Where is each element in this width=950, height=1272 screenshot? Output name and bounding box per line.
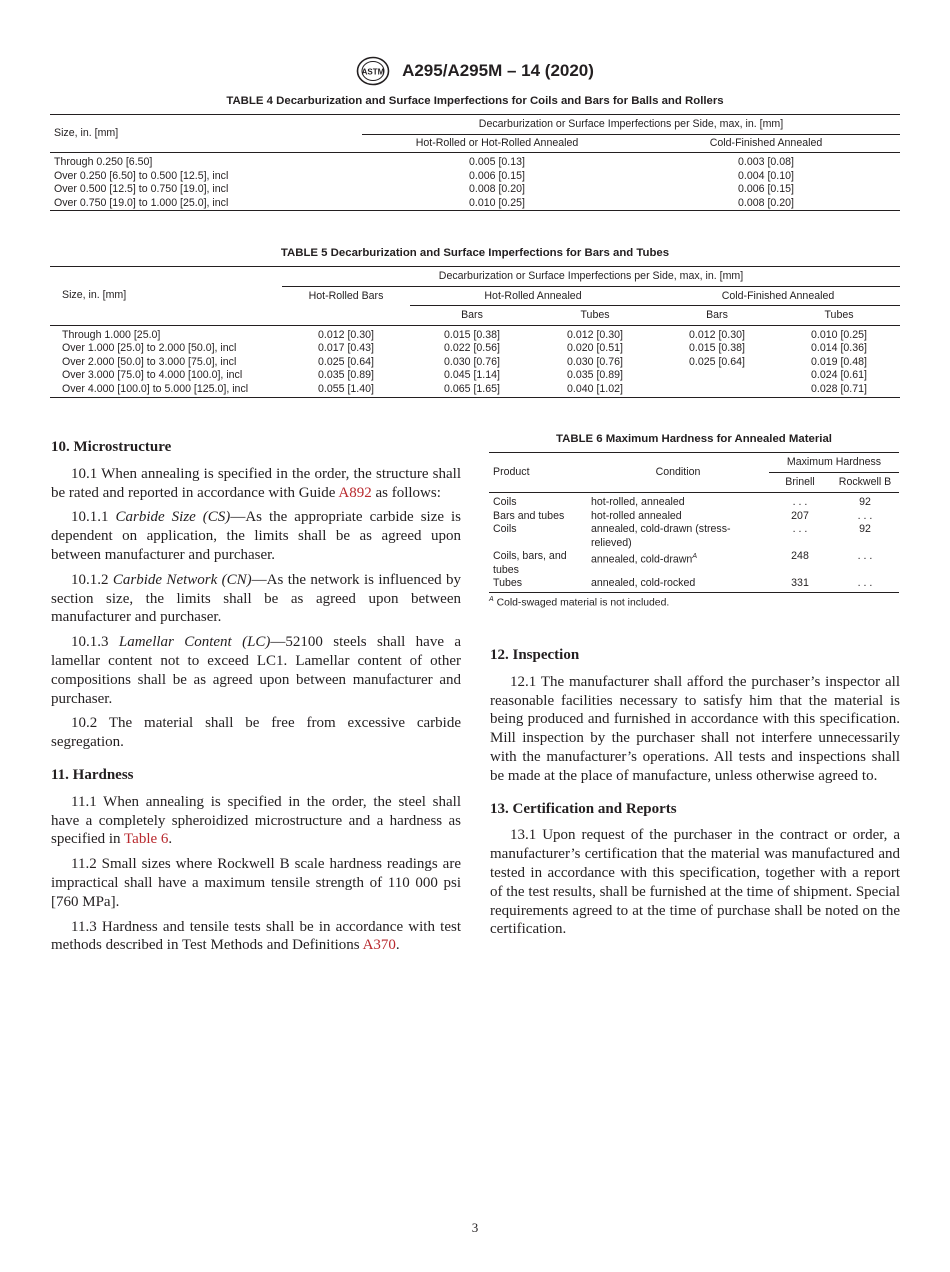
table5-hra-bars: 0.015 [0.38] xyxy=(444,328,500,341)
table6-rockwell: 92 xyxy=(859,523,871,535)
table4-hot: 0.010 [0.25] xyxy=(362,197,632,211)
paragraph-10-2: 10.2 The material shall be free from excessive carbide segregation. xyxy=(51,715,461,751)
table5-cfa-bars xyxy=(656,383,778,398)
table6 xyxy=(489,452,899,593)
table5-cfa-bars xyxy=(656,369,778,383)
table5-hra-tubes-header: Tubes xyxy=(534,306,656,326)
paragraph-12-1: 12.1 The manufacturer shall afford the purchaser’s inspector all reasonable facilities necessary to satisfy him that the material is being produced and furnished in accordance with this specification. Mill inspection by the purchaser shall not interfere unnecessarily with the manufacturer’s operations. All tests and inspections shall be made at the place of manufacture, unless otherwise agreed to. xyxy=(490,673,900,784)
section-heading-inspection: 12. Inspection xyxy=(490,647,580,663)
standard-designation: A295/A295M – 14 (2020) xyxy=(402,61,594,80)
table-row xyxy=(50,342,900,356)
table6-condition-header: Condition xyxy=(587,453,769,493)
table5-caption: TABLE 5 Decarburization and Surface Imperfections for Bars and Tubes xyxy=(280,247,670,259)
table6-rockwell: . . . xyxy=(831,577,899,592)
table5-cfa-header: Cold-Finished Annealed xyxy=(656,286,900,306)
table5-hrb: 0.055 [1.40] xyxy=(282,383,410,398)
table-row xyxy=(489,523,899,550)
table5-hra-bars: 0.045 [1.14] xyxy=(444,369,500,381)
table6-brinell: 207 xyxy=(791,509,809,522)
table5-hra-bars-header: Bars xyxy=(410,306,534,326)
table6-brinell: 248 xyxy=(791,550,809,562)
paragraph-10-1-3: 10.1.3 Lamellar Content (LC)—52100 steels shall have a lamellar content not to exceed LC1. Lamellar content of other compositions shall be as agreed upon between manufacturer and purchaser. xyxy=(51,634,461,707)
paragraph-13-1: 13.1 Upon request of the purchaser in the contract or order, a manufacturer’s certification that the material was manufactured and tested in accordance with this specification, together with a report of the test results, shall be furnished at the time of shipment. Special requirements agreed to at the time of purchase shall be noted on the certification. xyxy=(490,827,900,938)
footnote-mark: A xyxy=(692,553,697,560)
table5-group-header: Decarburization or Surface Imperfections per Side, max, in. [mm] xyxy=(282,267,900,287)
table5-hrb: 0.017 [0.43] xyxy=(318,342,374,354)
table-row xyxy=(489,550,899,577)
table5-cfa-bars: 0.015 [0.38] xyxy=(689,342,745,354)
table6-product-header: Product xyxy=(489,453,587,493)
paragraph-10-1-1: 10.1.1 Carbide Size (CS)—As the appropriate carbide size is dependent on application, the limits shall be as agreed upon between manufacturer and purchaser. xyxy=(51,509,462,563)
section-heading-hardness: 11. Hardness xyxy=(51,766,134,783)
table-row xyxy=(50,183,900,197)
table4-hot: 0.005 [0.13] xyxy=(469,156,525,168)
table5-cfa-bars: 0.012 [0.30] xyxy=(689,328,745,341)
table-row xyxy=(50,153,900,170)
table5-cfa-tubes-header: Tubes xyxy=(778,306,900,326)
table5-cfa-tubes: 0.010 [0.25] xyxy=(811,328,867,341)
table6-product: Bars and tubes xyxy=(493,509,565,522)
table6-product: Coils xyxy=(493,496,517,508)
table6-condition: annealed, cold-drawn (stress-relieved) xyxy=(591,523,731,549)
table4-hot: 0.008 [0.20] xyxy=(469,183,525,195)
table4-cold: 0.008 [0.20] xyxy=(632,197,900,211)
section-heading-microstructure: 10. Microstructure xyxy=(51,439,172,455)
table5-size: Over 3.000 [75.0] to 4.000 [100.0], incl xyxy=(62,369,243,381)
paragraph-11-2: 11.2 Small sizes where Rockwell B scale hardness readings are impractical shall have a maximum tensile strength of 110 000 psi [760 MPa]. xyxy=(51,856,461,910)
link-a892[interactable]: A892 xyxy=(338,484,372,501)
table4-size-header: Size, in. [mm] xyxy=(50,115,362,153)
table4-hot: 0.006 [0.15] xyxy=(469,169,525,182)
table6-rockwell: . . . xyxy=(857,509,873,522)
table6-max-hardness-header: Maximum Hardness xyxy=(769,453,899,473)
table5-cfa-bars-header: Bars xyxy=(656,306,778,326)
table4-caption: TABLE 4 Decarburization and Surface Imperfections for Coils and Bars for Balls and Rollers xyxy=(226,95,724,107)
table-row xyxy=(489,577,899,592)
table5-size-header: Size, in. [mm] xyxy=(50,267,282,326)
table6-product: Coils xyxy=(493,523,517,535)
table4-hot-header: Hot-Rolled or Hot-Rolled Annealed xyxy=(362,134,632,153)
table6-product: Tubes xyxy=(489,577,587,592)
table6-caption: TABLE 6 Maximum Hardness for Annealed Material xyxy=(556,433,832,445)
table5-hra-tubes: 0.012 [0.30] xyxy=(567,328,623,341)
section-heading-certification: 13. Certification and Reports xyxy=(490,800,677,817)
table5-cfa-tubes: 0.014 [0.36] xyxy=(811,342,867,354)
table6-brinell: . . . xyxy=(792,496,808,508)
table6-condition: annealed, cold-rocked xyxy=(587,577,769,592)
table4-cold: 0.006 [0.15] xyxy=(738,183,794,195)
table5-hra-tubes: 0.020 [0.51] xyxy=(567,342,623,354)
paragraph-11-3: 11.3 Hardness and tensile tests shall be in accordance with test methods described in Test Methods and Definitions A370. xyxy=(51,918,461,954)
table6-footnote: $^A$ Cold-swaged material is not included. xyxy=(489,596,670,609)
table-row xyxy=(50,197,900,211)
table-row xyxy=(489,510,899,524)
table4-size: Over 0.500 [12.5] to 0.750 [19.0], incl xyxy=(54,183,229,195)
page-header xyxy=(0,56,950,86)
table6-brinell-header: Brinell xyxy=(769,472,831,493)
table6-brinell: . . . xyxy=(792,523,808,535)
table6-product: Coils, bars, and tubes xyxy=(493,550,567,576)
table6-condition: annealed, cold-drawn$^A$ xyxy=(591,553,697,566)
table4-size: Over 0.750 [19.0] to 1.000 [25.0], incl xyxy=(50,197,362,211)
table6-rockwell-header: Rockwell B xyxy=(831,472,899,493)
table5-size: Over 4.000 [100.0] to 5.000 [125.0], incl xyxy=(50,383,282,398)
table-row xyxy=(50,325,900,342)
table5-hra-bars: 0.030 [0.76] xyxy=(444,355,500,368)
astm-logo-text: ASTM xyxy=(361,67,385,77)
paragraph-10-1: 10.1 When annealing is specified in the order, the structure shall be rated and reported in accordance with Guide A892 as follows: xyxy=(51,465,461,501)
table5-cfa-tubes: 0.019 [0.48] xyxy=(811,355,867,368)
table6-condition: hot-rolled, annealed xyxy=(591,496,685,508)
table5-cfa-tubes: 0.024 [0.61] xyxy=(811,369,867,381)
table5-hrb-header: Hot-Rolled Bars xyxy=(282,286,410,325)
table6-rockwell: . . . xyxy=(857,550,873,562)
table4-cold: 0.004 [0.10] xyxy=(738,169,794,182)
table-row xyxy=(489,493,899,510)
table5-hrb: 0.025 [0.64] xyxy=(318,355,374,368)
table-row xyxy=(50,356,900,370)
right-column xyxy=(490,646,900,945)
table5-hrb: 0.035 [0.89] xyxy=(318,369,374,381)
table5-size: Through 1.000 [25.0] xyxy=(62,328,161,341)
table6-condition: hot-rolled annealed xyxy=(591,509,682,522)
table4-size: Over 0.250 [6.50] to 0.500 [12.5], incl xyxy=(54,169,229,182)
table5-hra-bars: 0.065 [1.65] xyxy=(410,383,534,398)
table5-size: Over 1.000 [25.0] to 2.000 [50.0], incl xyxy=(62,342,237,354)
link-a370[interactable]: A370 xyxy=(362,937,396,954)
table5-hra-tubes: 0.035 [0.89] xyxy=(567,369,623,381)
paragraph-10-1-2: 10.1.2 Carbide Network (CN)—As the network is influenced by section size, the limits shall be as agreed upon between manufacturer and purchaser. xyxy=(51,571,462,626)
table4-group-header: Decarburization or Surface Imperfections per Side, max, in. [mm] xyxy=(362,115,900,135)
table4-cold-header: Cold-Finished Annealed xyxy=(632,134,900,153)
page-number: 3 xyxy=(471,1220,479,1235)
left-column xyxy=(51,438,461,961)
table6-rockwell: 92 xyxy=(859,496,871,508)
table5-cfa-tubes: 0.028 [0.71] xyxy=(778,383,900,398)
table4-size: Through 0.250 [6.50] xyxy=(54,156,153,168)
paragraph-11-1: 11.1 When annealing is specified in the order, the steel shall have a completely spheroidized microstructure and a hardness as specified in Table 6. xyxy=(51,793,461,848)
table5-hra-header: Hot-Rolled Annealed xyxy=(410,286,656,306)
table5-cfa-bars: 0.025 [0.64] xyxy=(689,355,745,368)
table5-size: Over 2.000 [50.0] to 3.000 [75.0], incl xyxy=(62,355,237,368)
table5 xyxy=(50,266,900,398)
astm-logo xyxy=(356,56,390,86)
table-row xyxy=(50,383,900,398)
link-table-6[interactable]: Table 6 xyxy=(124,831,169,848)
table5-hra-bars: 0.022 [0.56] xyxy=(444,342,500,354)
table5-hrb: 0.012 [0.30] xyxy=(318,328,374,341)
table4 xyxy=(50,114,900,211)
table5-hra-tubes: 0.040 [1.02] xyxy=(534,383,656,398)
table5-hra-tubes: 0.030 [0.76] xyxy=(567,355,623,368)
table-row xyxy=(50,170,900,184)
table6-brinell: 331 xyxy=(769,577,831,592)
table4-cold: 0.003 [0.08] xyxy=(738,156,794,168)
table-row xyxy=(50,369,900,383)
